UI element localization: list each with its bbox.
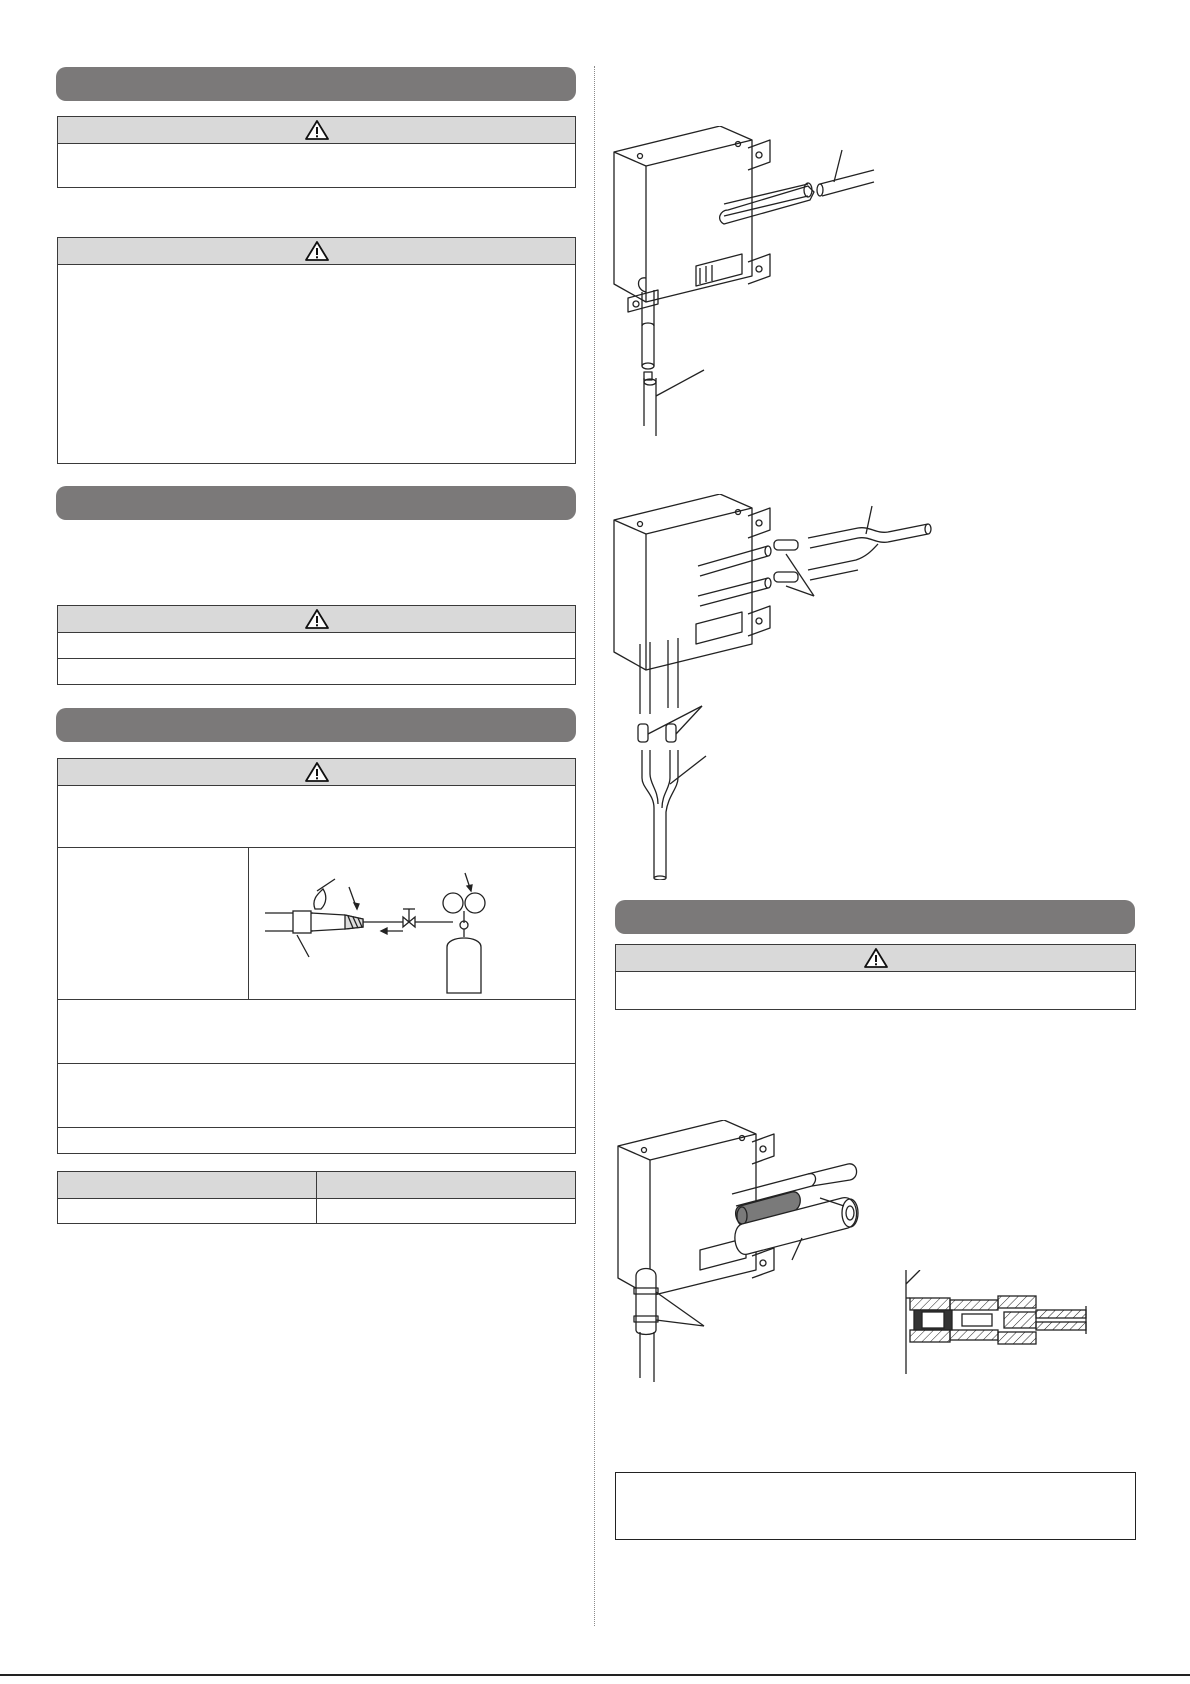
- note-box: [615, 1472, 1136, 1540]
- column-divider: [594, 66, 595, 1626]
- warning-box-1: [57, 116, 576, 188]
- unit-branch-pipe-connection-figure: [608, 494, 968, 880]
- warning-box-4-row-divider-3: [58, 1063, 575, 1064]
- insulation-installation-figure: [612, 1120, 872, 1382]
- warning-box-3: [57, 605, 576, 685]
- warning-triangle-icon: [304, 119, 330, 141]
- section-header-bar-1: [56, 67, 576, 101]
- spec-table: [57, 1171, 576, 1224]
- spec-table-col-divider: [316, 1172, 317, 1223]
- unit-single-pipe-connection-figure: [608, 126, 878, 436]
- warning-box-4-row-divider-2: [58, 999, 575, 1000]
- warning-triangle-icon: [304, 761, 330, 783]
- warning-triangle-icon: [304, 240, 330, 262]
- warning-box-5-header: [616, 945, 1135, 972]
- warning-box-4-header: [58, 759, 575, 786]
- warning-box-2-header: [58, 238, 575, 265]
- section-header-bar-3: [56, 708, 576, 742]
- warning-triangle-icon: [863, 947, 889, 969]
- warning-box-2: [57, 237, 576, 464]
- warning-box-4-col-divider: [248, 847, 249, 999]
- warning-triangle-icon: [304, 608, 330, 630]
- pipe-cross-section-figure: [900, 1270, 1090, 1374]
- brazing-nitrogen-diagram: [253, 851, 573, 997]
- warning-box-3-row-divider: [58, 658, 575, 659]
- warning-box-1-header: [58, 117, 575, 144]
- section-header-bar-4: [615, 900, 1135, 934]
- section-header-bar-2: [56, 486, 576, 520]
- warning-box-4-row-divider-4: [58, 1127, 575, 1128]
- page-bottom-rule: [0, 1674, 1190, 1676]
- warning-box-4: [57, 758, 576, 1154]
- warning-box-3-header: [58, 606, 575, 633]
- warning-box-5: [615, 944, 1136, 1010]
- warning-box-4-row-divider-1: [58, 847, 575, 848]
